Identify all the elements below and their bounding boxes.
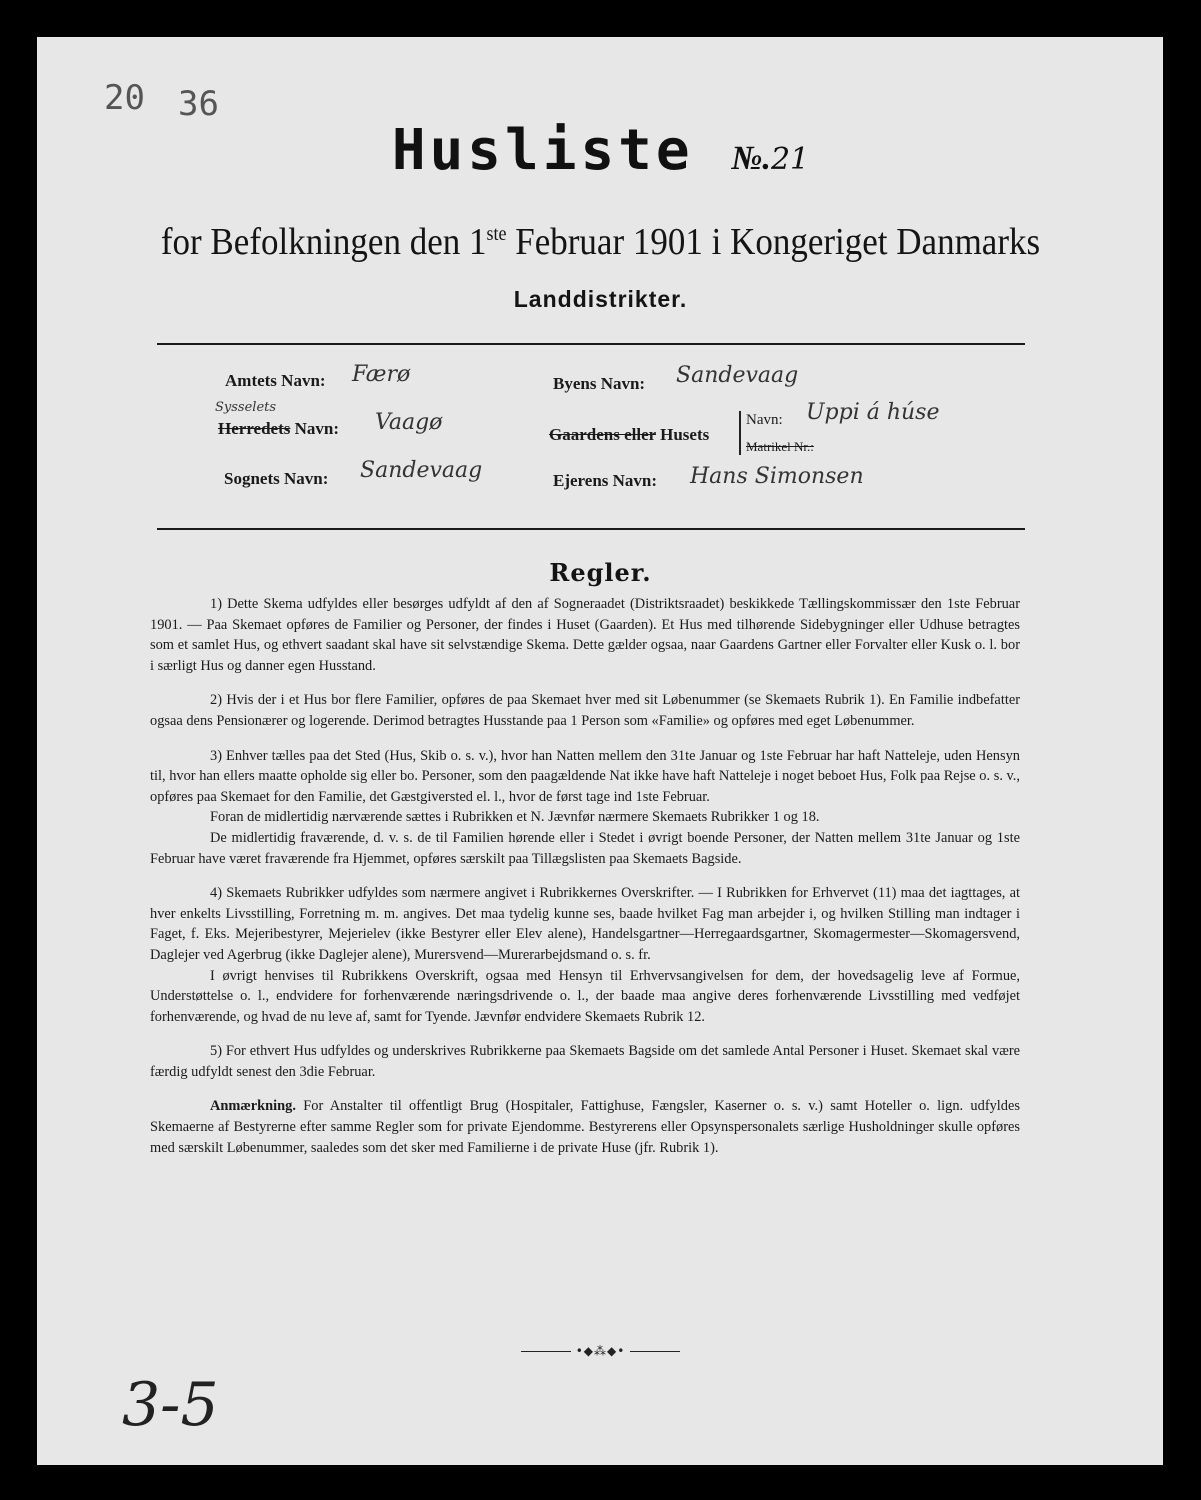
rule-4: 4) Skemaets Rubrikker udfyldes som nærmere angivet i Rubrikkernes Overskrifter. — I Rubrikken for Erhvervet (11) maa det iagttages, at hver enkelts Livsstilling, Forretning m. m. angives. Det maa tydelig kunne ses, baade hvilket Fag man arbejder i, og hvilken Stilling man indtager i Faget, f. Eks. Mejeribestyrer, Mejerielev (ikke Bestyrer eller Elev alene), Handelsgartner—Herregaardsgartner, Skomagermester—Skomagersvend, Daglejer ved Agerbrug (ikke Daglejer alene), Murersvend—Murerarbejdsmand o. s. fr. [150, 885, 1020, 963]
by-label: Byens Navn: [553, 374, 646, 393]
annotation-label: Anmærkning. [210, 1098, 296, 1115]
rule-3: 3) Enhver tælles paa det Sted (Hus, Skib o. s. v.), hvor han Natten mellem den 31te Januar og 1ste Februar har haft Natteleje, uden Hensyn til, hvor han ellers maatte opholde sig eller bo. Personer, som den paagældende Nat ikke have haft Natteleje i noget beboet Hus, Folk paa Rejse o. s. v., opføres paa Skemaet for den Familie, det Gæstgiversted el. l., hvor de først tage ind 1ste Februar. [150, 747, 1020, 805]
ornament-divider: •◆⁂◆• [0, 1344, 1201, 1358]
rule-4-henvisning: I øvrigt henvises til Rubrikkens Overskrift, ogsaa med Hensyn til Erhvervsangivelsen for dem, der hovedsagelig leve af Formue, Understøttelse o. l., endvidere for forhenværende næringsdrivende o. l., der baade maa angive deres forhenværende Livsstilling med vedføjet forhenværende, og hvad de nu leve af, samt for Tyende. Jævnfør endvidere Skemaets Rubrik 12. [150, 967, 1020, 1025]
stamp-number-left: 20 [104, 78, 145, 118]
herred-value: Vaagø [375, 410, 443, 435]
rule-3-foran: Foran de midlertidig nærværende sættes i Rubrikken et N. Jævnfør nærmere Skemaets Rubrikker 1 og 18. [210, 809, 820, 826]
handwritten-bottom-note: 3-5 [122, 1370, 219, 1440]
herred-label: Herredets Navn: [218, 419, 340, 438]
title-text: Husliste [391, 118, 694, 183]
herred-handwritten-correction: Sysselets [215, 400, 277, 415]
sogn-value: Sandevaag [360, 458, 483, 483]
rule-2: 2) Hvis der i et Hus bor flere Familier, opføres de paa Skemaet hver med sit Løbenummer (se Skemaets Rubrik 1). En Familie indbefatter ogsaa dens Pensionærer og logerende. Derimod betragtes Husstande paa 1 Person som «Familie» og opføres med eget Løbenummer. [150, 692, 1020, 729]
ejer-value: Hans Simonsen [690, 464, 864, 489]
district-type: Landdistrikter. [513, 286, 688, 312]
rules-heading: Regler. [549, 558, 652, 587]
sogn-label: Sognets Navn: [224, 469, 329, 488]
annotation-text: For Anstalter til offentligt Brug (Hospitaler, Fattighuse, Fængsler, Kaserner o. s. v.) samt Hoteller o. lign. udfyldes Skemaerne af Bestyrerne efter samme Regler som for private Ejendomme. Bestyrerens eller Opsynspersonalets særlige Husholdninger skulle opføres med særskilt Løbenummer, saaledes som det sker med Familierne i de private Huse (jfr. Rubrik 1). [150, 1098, 1020, 1156]
amt-value: Færø [352, 362, 411, 387]
annotation [150, 1096, 1020, 1158]
matrikel-label: Matrikel Nr.: [746, 439, 814, 454]
husets-label: Gaardens eller Husets [549, 425, 710, 444]
rule-5: 5) For ethvert Hus udfyldes og underskrives Rubrikkerne paa Skemaets Bagside om det samlede Antal Personer i Huset. Skemaet skal være færdig udfyldt senest den 3die Februar. [150, 1043, 1020, 1080]
number-label: №. [731, 140, 771, 177]
amt-label: Amtets Navn: [225, 371, 326, 390]
bottom-divider [157, 528, 1025, 530]
husets-navn-value: Uppi á húse [806, 400, 940, 425]
form-number: 21 [770, 142, 810, 177]
husets-navn-label: Navn: [746, 412, 783, 428]
bracket-line [739, 411, 741, 455]
by-value: Sandevaag [676, 363, 799, 388]
form-subtitle: for Befolkningen den 1ste Februar 1901 i Kongeriget Danmarks [160, 220, 1041, 263]
top-divider [157, 343, 1025, 345]
form-title [0, 118, 1201, 183]
rule-1: 1) Dette Skema udfyldes eller besørges udfyldt af den af Sogneraadet (Distriktsraadet) beskikkede Tællingskommissær den 1ste Februar 1901. — Paa Skemaet opføres de Familier og Personer, der findes i Huset (Gaarden). Et Hus med tilhørende Sidebygninger eller Udhuse betragtes som et samlet Hus, og ethvert saadant skal have sit selvstændige Skema. Dette gælder ogsaa, naar Gaardens Gartner eller Forvalter eller Kusk o. l. bor i særligt Hus og danner egen Husstand. [150, 596, 1020, 674]
rule-3-fravaerende: De midlertidig fraværende, d. v. s. de til Familien hørende eller i Stedet i øvrigt boende Personer, der Natten mellem 31te Januar og 1ste Februar have været fraværende fra Hjemmet, opføres særskilt paa Tillægslisten paa Skemaets Bagside. [150, 829, 1020, 867]
ejer-label: Ejerens Navn: [553, 471, 658, 490]
stamp-number-right: 36 [178, 84, 219, 124]
rules-text [150, 594, 1020, 1172]
